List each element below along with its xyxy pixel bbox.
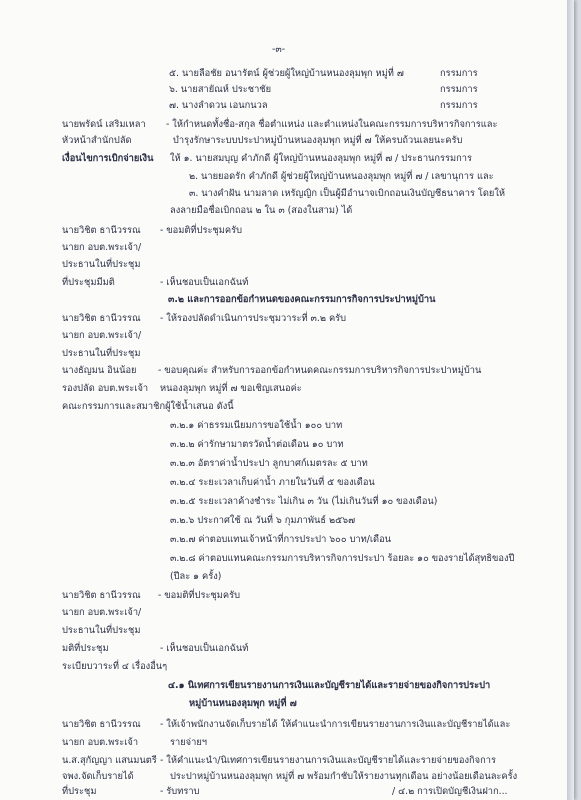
member-7-role: กรรมการ [440, 100, 478, 111]
statement-line: - ให้รองปลัดดำเนินการประชุมวาระที่ ๓.๒ ครับ [160, 313, 347, 324]
member-6: ๖. นายสายัณห์ ประชาชัย [169, 84, 272, 95]
speaker-title: รองปลัด อบต.พระเจ้า [62, 383, 149, 394]
page-edge-shadow [567, 0, 574, 800]
fee-item: ๓.๒.๖ ประกาศใช้ ณ วันที่ ๖ กุมภาพันธ์ ๒๕๖๗ [170, 515, 356, 526]
statement-line: - ขอมติที่ประชุมครับ [158, 590, 240, 601]
speaker-title: นายก อบต.พระเจ้า/ [62, 242, 142, 253]
statement-line: รายจ่ายฯ [170, 737, 207, 748]
withdraw-label: เงื่อนไขการเบิกจ่ายเงิน [62, 153, 154, 164]
fee-item: ๓.๒.๓ อัตราค่าน้ำประปา ลูกบาศก์เมตรละ ๕ บาท [170, 458, 368, 469]
agenda-heading: ระเบียบวาระที่ ๔ เรื่องอื่นๆ [62, 661, 168, 672]
withdraw-line: ลงลายมือชื่อเบิกถอน ๒ ใน ๓ (สองในสาม) ได้ [170, 205, 353, 216]
withdraw-line: ให้ ๑. นายสมบุญ คำภักดี ผู้ใหญ่บ้านหนองลุมพุก หมู่ที่ ๗ / ประธานกรรมการ [170, 153, 472, 164]
statement-line: บำรุงรักษาระบบประปาหมู่บ้านหนองลุมพุก หมู่ที่ ๗ ให้ครบถ้วนเลยนะครับ [173, 135, 463, 146]
section-heading: ๔.๑ นิเทศการเขียนรายงานการเงินและบัญชีรายได้และรายจ่ายของกิจการประปา [168, 680, 491, 691]
member-6-role: กรรมการ [440, 84, 478, 95]
statement-line: ประปาหมู่บ้านหนองลุมพุก หมู่ที่ ๗ พร้อมกำชับให้รายงานทุกเดือน อย่างน้อยเดือนละครั้ง [170, 771, 518, 782]
resolution-label: ที่ประชุมมีมติ [62, 277, 115, 288]
resolution-label: ที่ประชุม [62, 786, 97, 797]
withdraw-line: ๒. นายยอดรัก คำภักดี ผู้ช่วยผู้ใหญ่บ้านหนองลุมพุก หมู่ที่ ๗ / เลขานุการ และ [189, 171, 494, 182]
statement-line: คณะกรรมการและสมาชิกผู้ใช้น้ำเสนอ ดังนี้ [62, 401, 234, 412]
statement-line: - ให้เจ้าพนักงานจัดเก็บรายได้ ให้คำแนะนำการเขียนรายงานการเงินและบัญชีรายได้และ [160, 719, 511, 730]
fee-item: ๓.๒.๗ ค่าตอบแทนเจ้าหน้าที่การประปา ๖๐๐ บาท/เดือน [170, 534, 392, 545]
fee-item: ๓.๒.๘ ค่าตอบแทนคณะกรรมการบริหารกิจการประปา ร้อยละ ๑๐ ของรายได้สุทธิของปี [170, 553, 515, 564]
section-heading: ๓.๒ และการออกข้อกำหนดของคณะกรรมการกิจการประปาหมู่บ้าน [168, 294, 436, 305]
speaker-title: นายก อบต.พระเจ้า/ [62, 607, 142, 618]
member-7: ๗. นางลำดวน เอนกนวล [169, 100, 268, 111]
withdraw-line: ๓. นางคำฝัน นามลาด เหรัญญิก เป็นผู้มีอำนาจเบิกถอนเงินบัญชีธนาคาร โดยให้ [189, 188, 506, 199]
speaker-title: จพง.จัดเก็บรายได้ [62, 771, 134, 782]
member-5-role: กรรมการ [440, 68, 478, 79]
statement-line: - ให้คำแนะนำ/นิเทศการเขียนรายงานการเงินและบัญชีรายได้และรายจ่ายของกิจการ [160, 755, 496, 766]
speaker-title: ประธานในที่ประชุม [62, 259, 141, 270]
resolution-text: - เห็นชอบเป็นเอกฉันท์ [160, 277, 249, 288]
member-5: ๕. นายลือชัย อนารัตน์ ผู้ช่วยผู้ใหญ่บ้านหนองลุมพุก หมู่ที่ ๗ [169, 68, 404, 79]
fee-item: ๓.๒.๑ ค่าธรรมเนียมการขอใช้น้ำ ๑๐๐ บาท [170, 420, 343, 431]
speaker-name: นายวิชิต ธานีวรรณ [62, 590, 141, 601]
fee-item: ๓.๒.๕ ระยะเวลาค้างชำระ ไม่เกิน ๓ วัน (ไม่เกินวันที่ ๑๐ ของเดือน) [170, 496, 438, 507]
speaker-title: นายก อบต.พระเจ้า/ [62, 330, 142, 341]
speaker-name: นายวิชิต ธานีวรรณ [62, 225, 141, 236]
speaker-name: นางธัญมน อินน้อย [62, 365, 137, 376]
speaker-title: ประธานในที่ประชุม [62, 348, 141, 359]
resolution-label: มติที่ประชุม [62, 643, 109, 654]
fee-item: ๓.๒.๒ ค่ารักษามาตรวัดน้ำต่อเดือน ๑๐ บาท [170, 439, 344, 450]
speaker-name: น.ส.สุกัญญา แสนมนตรี [62, 755, 157, 766]
speaker-name: นายพรัดน์ เสริมเหลา [62, 119, 146, 130]
speaker-name: นายวิชิต ธานีวรรณ [62, 719, 141, 730]
speaker-title: ประธานในที่ประชุม [62, 625, 141, 636]
statement-line: - ขอบคุณค่ะ สำหรับการออกข้อกำหนดคณะกรรมการบริหารกิจการประปาหมู่บ้าน [158, 365, 482, 376]
speaker-title: นายก อบต.พระเจ้า [62, 737, 139, 748]
resolution-text: - รับทราบ [160, 786, 200, 797]
statement-line: - ขอมติที่ประชุมครับ [160, 225, 242, 236]
statement-line: - ให้กำหนดทั้งชื่อ-สกุล ชื่อตำแหน่ง และตำแหน่งในคณะกรรมการบริหารกิจการและ [166, 119, 498, 130]
fee-item: ๓.๒.๔ ระยะเวลาเก็บค่าน้ำ ภายในวันที่ ๕ ของเดือน [170, 477, 375, 488]
next-page-ref: / ๔.๒ การเปิดบัญชีเงินฝาก... [392, 786, 508, 797]
speaker-name: นายวิชิต ธานีวรรณ [62, 313, 141, 324]
speaker-title: หัวหน้าสำนักปลัด [62, 135, 132, 146]
page-number: -๓- [272, 44, 286, 55]
resolution-text: - เห็นชอบเป็นเอกฉันท์ [160, 643, 249, 654]
statement-line: หนองลุมพุก หมู่ที่ ๗ ขอเชิญเสนอค่ะ [160, 383, 302, 394]
section-heading-line2: หมู่บ้านหนองลุมพุก หมู่ที่ ๗ [189, 698, 297, 709]
fee-item-continued: (ปีละ ๑ ครั้ง) [170, 571, 222, 582]
